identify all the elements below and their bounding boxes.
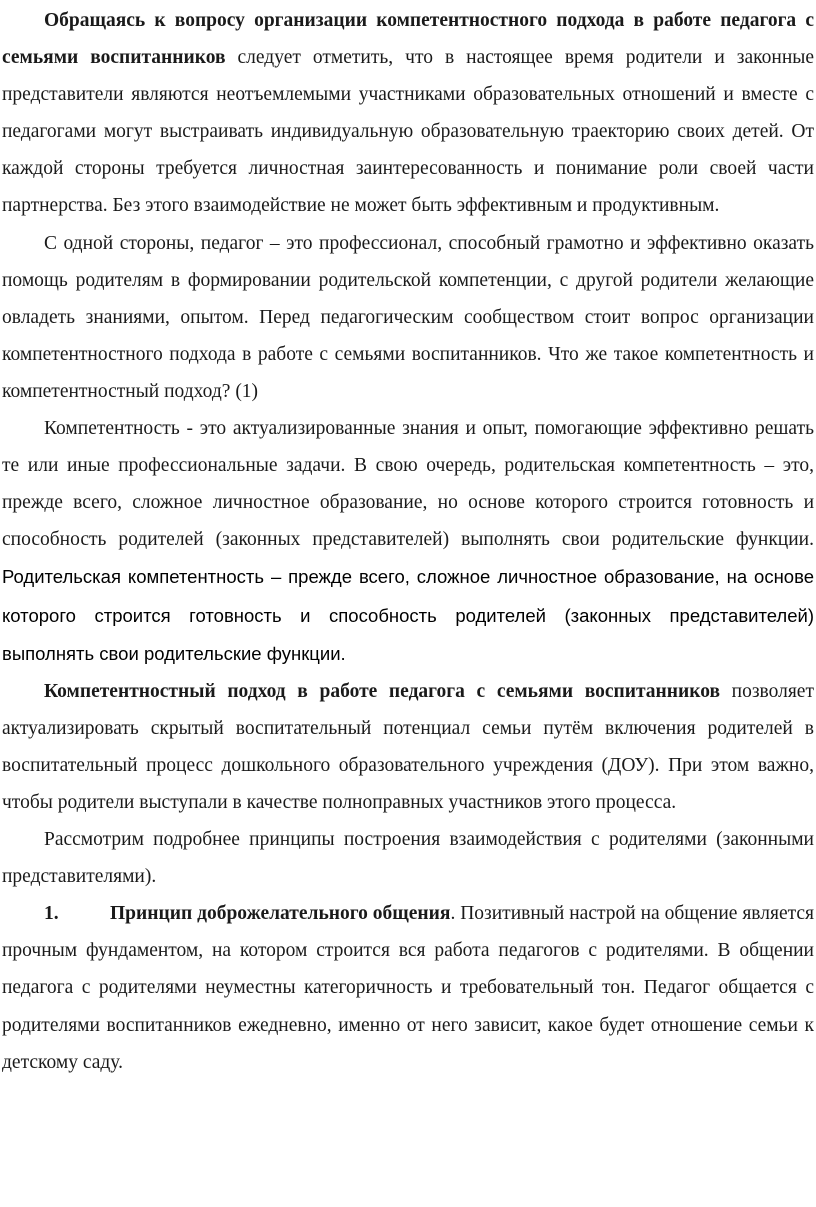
intro-bold-heading: Обращаясь к вопросу организации компетентностного подхода в работе педагога с семьями воспитанников bbox=[2, 10, 814, 69]
paragraph-competence-definition bbox=[2, 410, 814, 673]
paragraph-intro bbox=[2, 2, 814, 225]
paragraph-competence-approach bbox=[2, 673, 814, 821]
competence-approach-bold: Компетентностный подход в работе педагога с семьями воспитанников bbox=[44, 680, 721, 702]
competence-approach-text: позволяет актуализировать скрытый воспитательный потенциал семьи путём включения родителей в воспитательный процесс дошкольного образовательного учреждения (ДОУ). При этом важно, чтобы родители выступали в качестве полноправных участников этого процесса. bbox=[2, 680, 814, 813]
list-number: 1. bbox=[44, 903, 59, 925]
principle-1-title: Принцип доброжелательного общения bbox=[110, 903, 451, 925]
intro-text: следует отметить, что в настоящее время родители и законные представители являются неотъемлемыми участниками образовательных отношений и вместе с педагогами могут выстраивать индивидуальную образовательную траекторию своих детей. От каждой стороны требуется личностная заинтересованность и понимание роли своей части партнерства. Без этого взаимодействие не может быть эффективным и продуктивным. bbox=[2, 47, 815, 217]
paragraph-teacher-role bbox=[2, 225, 814, 410]
principles-intro-text: Рассмотрим подробнее принципы построения взаимодействия с родителями (законными представителями). bbox=[2, 829, 814, 888]
teacher-role-text: С одной стороны, педагог – это профессионал, способный грамотно и эффективно оказать помощь родителям в формировании родительской компетенции, с другой родители желающие овладеть знаниями, опытом. Перед педагогическим сообществом стоит вопрос организации компетентностного подхода в работе с семьями воспитанников. Что же такое компетентность и компетентностный подход? (1) bbox=[2, 232, 814, 402]
principle-1-text: . Позитивный настрой на общение является прочным фундаментом, на котором строится вся работа педагогов с родителями. В общении педагога с родителями неуместны категоричность и требовательный тон. Педагог общается с родителями воспитанников ежедневно, именно от него зависит, какое будет отношение семьи к детскому саду. bbox=[2, 903, 814, 1073]
paragraph-principle-1 bbox=[2, 895, 814, 1080]
paragraph-principles-intro bbox=[2, 821, 814, 895]
competence-definition-text: Компетентность - это актуализированные знания и опыт, помогающие эффективно решать те или иные профессиональные задачи. В свою очередь, родительская компетентность – это, прежде всего, сложное личностное образование, но основе которого строится готовность и способность родителей (законных представителей) выполнять свои родительские функции. bbox=[2, 418, 814, 551]
competence-definition-alt-font-text: Родительская компетентность – прежде всего, сложное личностное образование, на основе которого строится готовность и способность родителей (законных представителей) выполнять свои родительские функции. bbox=[2, 566, 814, 664]
